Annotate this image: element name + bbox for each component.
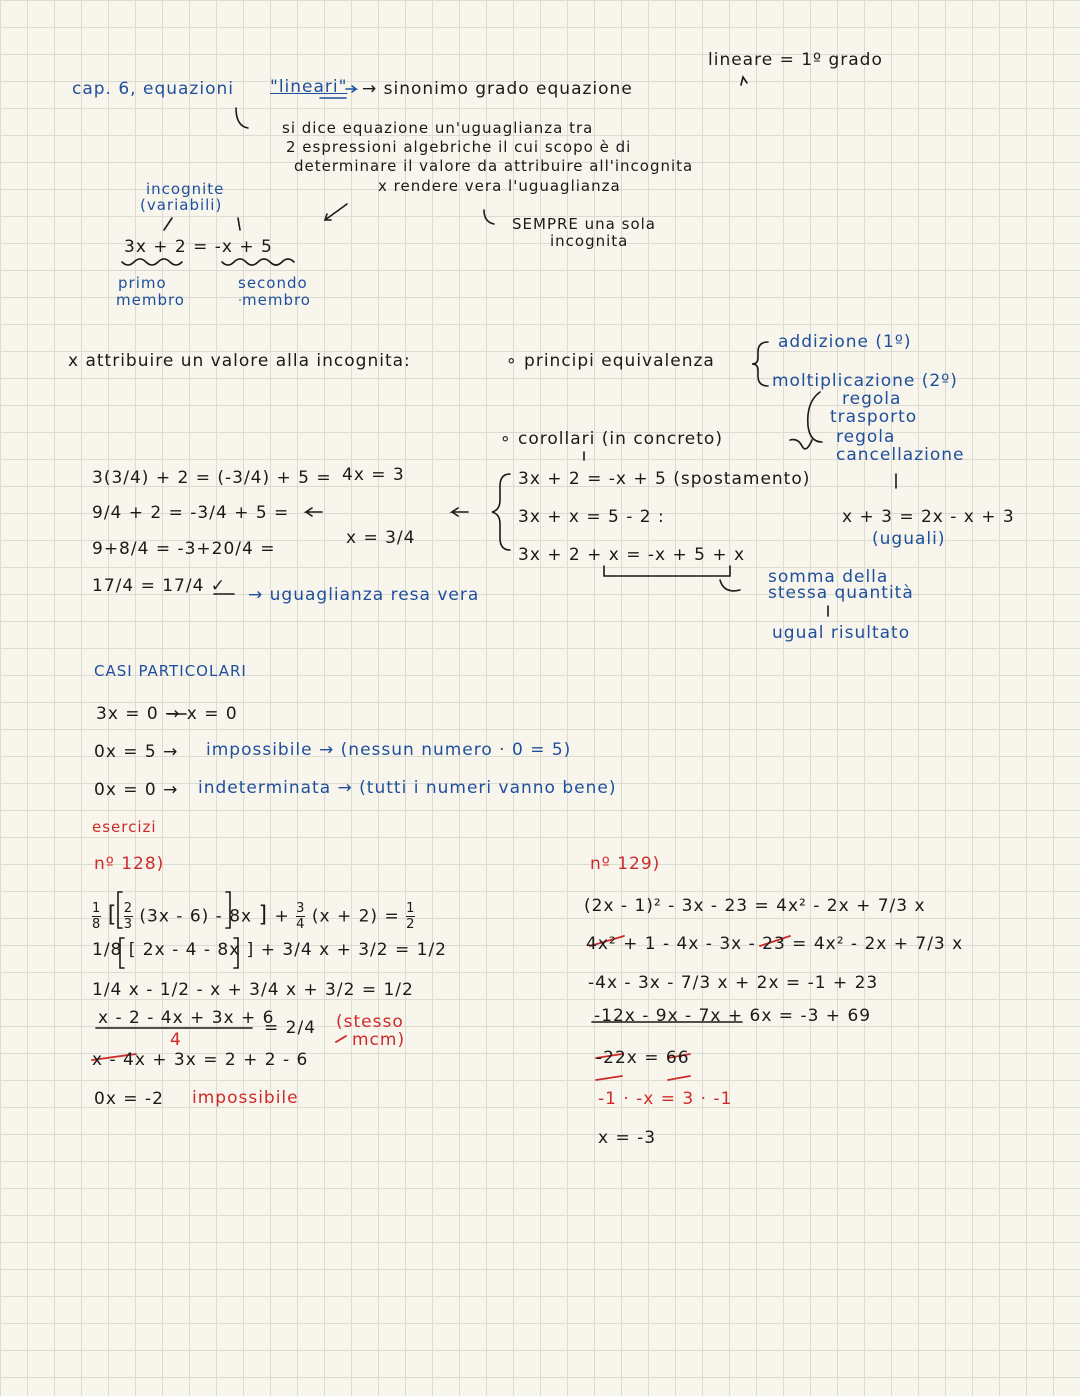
ex129-line-3: -4x - 3x - 7/3 x + 2x = -1 + 23 — [588, 973, 879, 993]
lineare-note: lineare = 1º grado — [708, 50, 883, 70]
exercise-129-number: nº 129) — [590, 854, 661, 874]
ex129-line-4: -12x - 9x - 7x + 6x = -3 + 69 — [594, 1006, 872, 1026]
ex128-line-1: $\frac{1}{8}$ [ $\frac{2}{3}$ (3x - 6) - 8x ] + $\frac{3}{4}$ (x + 2) = $\frac{1}{2}$ — [92, 901, 416, 932]
ex128-line-6: 0x = -2 — [94, 1089, 164, 1109]
sempre-line-1: SEMPRE una sola — [512, 215, 656, 233]
transport-line-2: 3x + x = 5 - 2 : — [518, 507, 665, 527]
regola-trasporto-1: regola — [842, 389, 902, 409]
ex128-line-4-rhs: = 2/4 — [264, 1018, 317, 1038]
regola-trasporto-2: trasporto — [830, 407, 918, 427]
ex128-line-2: 1/8 [ 2x - 4 - 8x ] + 3/4 x + 3/2 = 1/2 — [92, 940, 447, 960]
definition-line-1: si dice equazione un'uguaglianza tra — [282, 119, 594, 137]
esercizi-title: esercizi — [92, 818, 157, 836]
synonym-note: → sinonimo grado equazione — [362, 79, 633, 99]
exercise-128-number: nº 128) — [94, 854, 165, 874]
definition-line-3: determinare il valore da attribuire all'incognita — [294, 157, 694, 175]
regola-cancellazione-2: cancellazione — [836, 445, 965, 465]
corollari-label: ∘ corollari (in concreto) — [500, 429, 723, 449]
somma-label-1: somma della — [768, 567, 889, 587]
sempre-line-2: incognita — [550, 232, 629, 250]
solve-step-2: x = 3/4 — [346, 528, 416, 548]
uguaglianza-label: → uguaglianza resa vera — [248, 585, 480, 605]
somma-label-2: stessa quantità — [768, 583, 914, 603]
ex129-line-2: 4x² + 1 - 4x - 3x - 23 = 4x² - 2x + 7/3 x — [586, 934, 964, 954]
ex128-line-3: 1/4 x - 1/2 - x + 3/4 x + 3/2 = 1/2 — [92, 980, 414, 1000]
ex129-result: x = -3 — [598, 1128, 657, 1148]
caso-2-note: impossibile → (nessun numero · 0 = 5) — [206, 740, 572, 760]
secondo-membro-label: membro — [242, 291, 311, 309]
variabili-label: (variabili) — [140, 196, 223, 214]
lineari-label: "lineari" — [270, 77, 348, 97]
caso-1: 3x = 0 → x = 0 — [96, 704, 238, 724]
caso-3-equation: 0x = 0 → — [94, 780, 179, 800]
ex128-impossibile: impossibile — [192, 1088, 299, 1108]
principi-equivalenza: ∘ principi equivalenza — [506, 351, 715, 371]
mcm-label: mcm) — [352, 1030, 406, 1050]
verify-row-4: 17/4 = 17/4 ✓ — [92, 576, 227, 596]
ex129-line-1: (2x - 1)² - 3x - 23 = 4x² - 2x + 7/3 x — [584, 896, 926, 916]
verify-row-3: 9+8/4 = -3+20/4 = — [92, 539, 276, 559]
secondo-label: secondo — [238, 274, 308, 292]
uguali-label: (uguali) — [872, 529, 946, 549]
casi-title: CASI PARTICOLARI — [94, 662, 247, 680]
solve-step-1: 4x = 3 — [342, 465, 405, 485]
incognite-label: incognite — [146, 180, 225, 198]
caso-3-note: indeterminata → (tutti i numeri vanno bene) — [198, 778, 617, 798]
chapter-title: cap. 6, equazioni — [72, 79, 234, 99]
transport-line-3: 3x + 2 + x = -x + 5 + x — [518, 545, 746, 565]
primo-label: primo — [118, 274, 167, 292]
caso-2-equation: 0x = 5 → — [94, 742, 179, 762]
verify-row-2: 9/4 + 2 = -3/4 + 5 = — [92, 503, 290, 523]
ex129-line-6: -1 · -x = 3 · -1 — [598, 1089, 733, 1109]
ex128-line-5: x - 4x + 3x = 2 + 2 - 6 — [92, 1050, 309, 1070]
principles-intro: x attribuire un valore alla incognita: — [68, 351, 411, 371]
regola-cancellazione-1: regola — [836, 427, 896, 447]
primo-membro-label: membro — [116, 291, 185, 309]
moltiplicazione-label: moltiplicazione (2º) — [772, 371, 958, 391]
stesso-label: (stesso — [336, 1012, 404, 1032]
addizione-label: addizione (1º) — [778, 332, 912, 352]
definition-line-4: x rendere vera l'uguaglianza — [378, 177, 621, 195]
ugual-risultato-label: ugual risultato — [772, 623, 911, 643]
example-equation: 3x + 2 = -x + 5 — [124, 237, 273, 257]
transport-line-1: 3x + 2 = -x + 5 (spostamento) — [518, 469, 811, 489]
definition-line-2: 2 espressioni algebriche il cui scopo è di — [286, 138, 632, 156]
cancel-example: x + 3 = 2x - x + 3 — [842, 507, 1015, 527]
ex128-line-4-denominator: 4 — [170, 1030, 182, 1050]
ex129-line-5: -22x = 66 — [596, 1048, 690, 1068]
ex128-line-4-numerator: x - 2 - 4x + 3x + 6 — [98, 1008, 275, 1028]
verify-row-1: 3(3/4) + 2 = (-3/4) + 5 = — [92, 468, 332, 488]
